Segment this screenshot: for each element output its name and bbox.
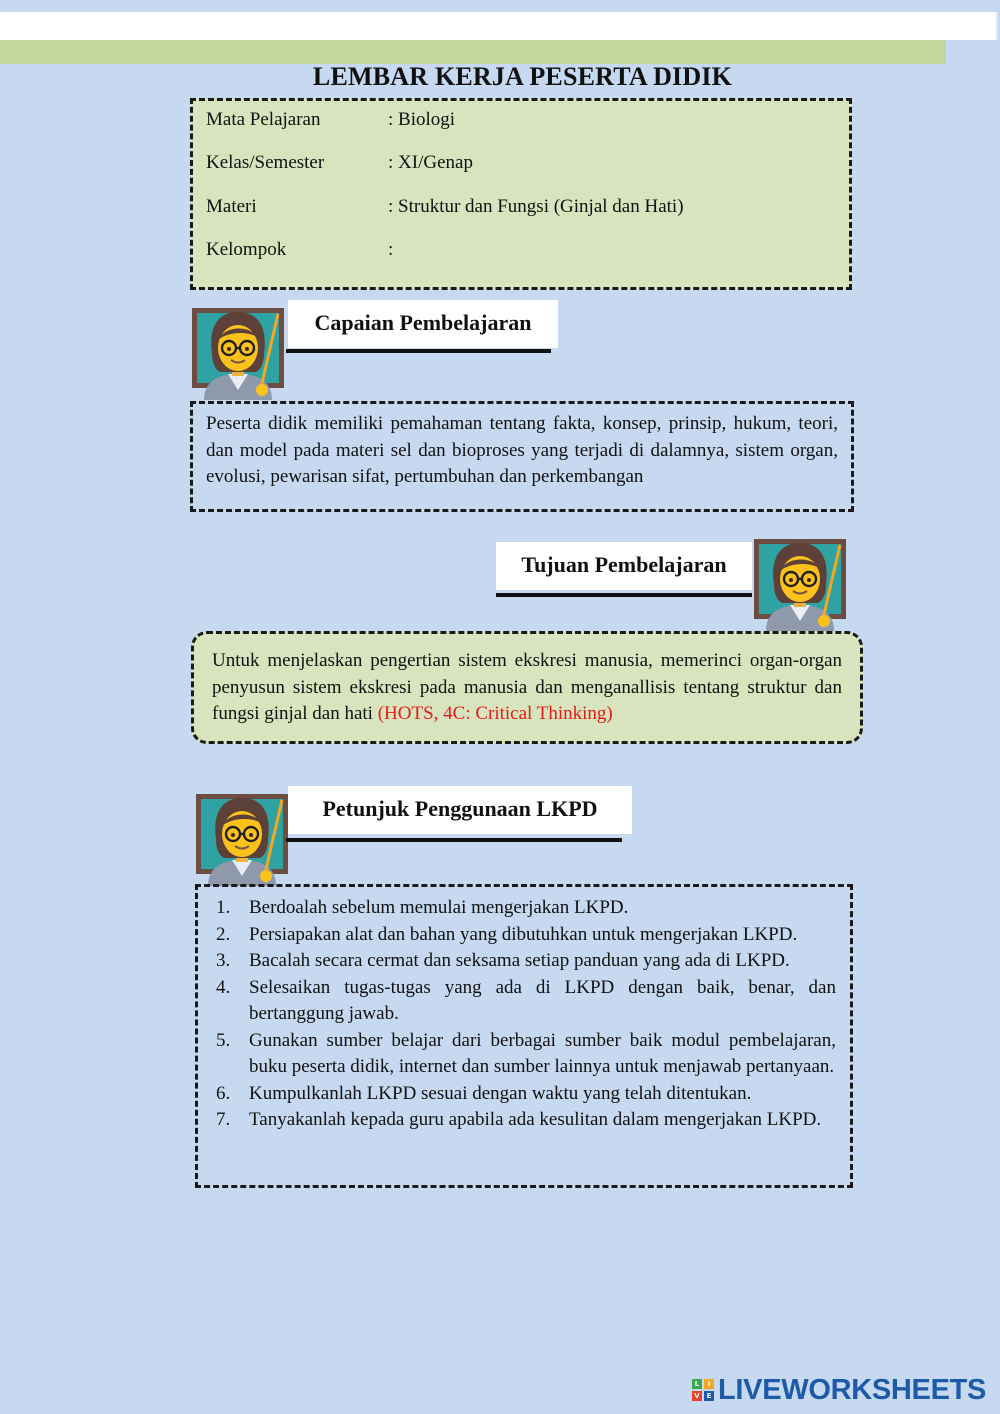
list-item-number: 5. — [216, 1029, 231, 1051]
list-item — [216, 1081, 836, 1108]
info-value: : Struktur dan Fungsi (Ginjal dan Hati) — [388, 196, 684, 217]
list-item-text: Bacalah secara cermat dan seksama setiap panduan yang ada di LKPD. — [249, 950, 790, 971]
list-item-number: 2. — [216, 923, 231, 945]
list-item-number: 4. — [216, 976, 231, 998]
capaian-heading: Capaian Pembelajaran — [288, 300, 558, 348]
list-item — [216, 922, 836, 949]
liveworksheets-logo[interactable] — [692, 1373, 986, 1407]
woman-teacher-icon — [752, 535, 848, 631]
info-row-mata-pelajaran — [206, 109, 455, 131]
list-item-text: Gunakan sumber belajar dari berbagai sumber baik modul pembelajaran, buku peserta didik, internet dan sumber lainnya untuk menjawab pertanyaan. — [249, 1029, 836, 1077]
tujuan-text: Untuk menjelaskan pengertian sistem ekskresi manusia, memerinci organ-organ penyusun sistem ekskresi pada manusia dan menganallisis tentang struktur dan fungsi ginjal dan hati — [212, 650, 842, 724]
logo-letter: L — [692, 1379, 702, 1389]
woman-teacher-icon — [194, 790, 290, 886]
list-item-number: 6. — [216, 1082, 231, 1104]
list-item — [216, 975, 836, 1028]
list-item-number: 3. — [216, 950, 231, 971]
info-label: Kelompok — [206, 239, 287, 260]
info-label: Mata Pelajaran — [206, 109, 321, 130]
info-value: : XI/Genap — [388, 152, 473, 173]
tujuan-highlight: (HOTS, 4C: Critical Thinking) — [377, 703, 613, 724]
info-row-kelompok — [206, 239, 393, 261]
page-title: LEMBAR KERJA PESERTA DIDIK — [312, 62, 733, 91]
list-item-text: Berdoalah sebelum memulai mengerjakan LKPD. — [249, 897, 629, 918]
woman-teacher-icon — [190, 304, 286, 400]
info-row-kelas-semester — [206, 152, 473, 174]
list-item — [216, 1107, 836, 1134]
logo-text: LIVEWORKSHEETS — [718, 1373, 987, 1406]
header-green-band — [0, 40, 946, 64]
list-item — [216, 1028, 836, 1081]
list-item — [216, 948, 836, 975]
capaian-box — [190, 401, 854, 512]
info-row-materi — [206, 196, 684, 218]
capaian-heading-underline — [286, 349, 551, 353]
list-item-text: Selesaikan tugas-tugas yang ada di LKPD dengan baik, benar, dan bertanggung jawab. — [249, 976, 836, 1024]
petunjuk-heading-underline — [286, 838, 622, 842]
logo-letter: I — [704, 1379, 714, 1389]
header-white-band — [0, 12, 998, 40]
capaian-text: Peserta didik memiliki pemahaman tentang fakta, konsep, prinsip, hukum, teori, dan model pada materi sel dan bioproses yang terjadi di dalamnya, sistem organ, evolusi, pewarisan sifat, pertumbuhan dan perkembangan — [206, 413, 838, 487]
petunjuk-heading: Petunjuk Penggunaan LKPD — [288, 786, 632, 834]
list-item-number: 7. — [216, 1109, 231, 1130]
info-label: Materi — [206, 196, 257, 217]
identity-box — [190, 98, 852, 290]
logo-letter: E — [704, 1391, 714, 1401]
logo-mark-icon — [692, 1379, 714, 1401]
petunjuk-list — [216, 895, 836, 1134]
petunjuk-box — [195, 884, 853, 1188]
info-value: : — [388, 239, 394, 260]
list-item-text: Persiapakan alat dan bahan yang dibutuhkan untuk mengerjakan LKPD. — [249, 923, 798, 945]
tujuan-heading-underline — [496, 593, 752, 597]
list-item — [216, 895, 836, 922]
list-item-number: 1. — [216, 897, 231, 918]
tujuan-heading: Tujuan Pembelajaran — [496, 542, 752, 590]
info-label: Kelas/Semester — [206, 152, 325, 173]
tujuan-box — [191, 631, 863, 744]
logo-letter: V — [692, 1391, 702, 1401]
list-item-text: Tanyakanlah kepada guru apabila ada kesulitan dalam mengerjakan LKPD. — [249, 1109, 822, 1130]
info-value: : Biologi — [388, 109, 456, 130]
list-item-text: Kumpulkanlah LKPD sesuai dengan waktu yang telah ditentukan. — [249, 1082, 752, 1104]
